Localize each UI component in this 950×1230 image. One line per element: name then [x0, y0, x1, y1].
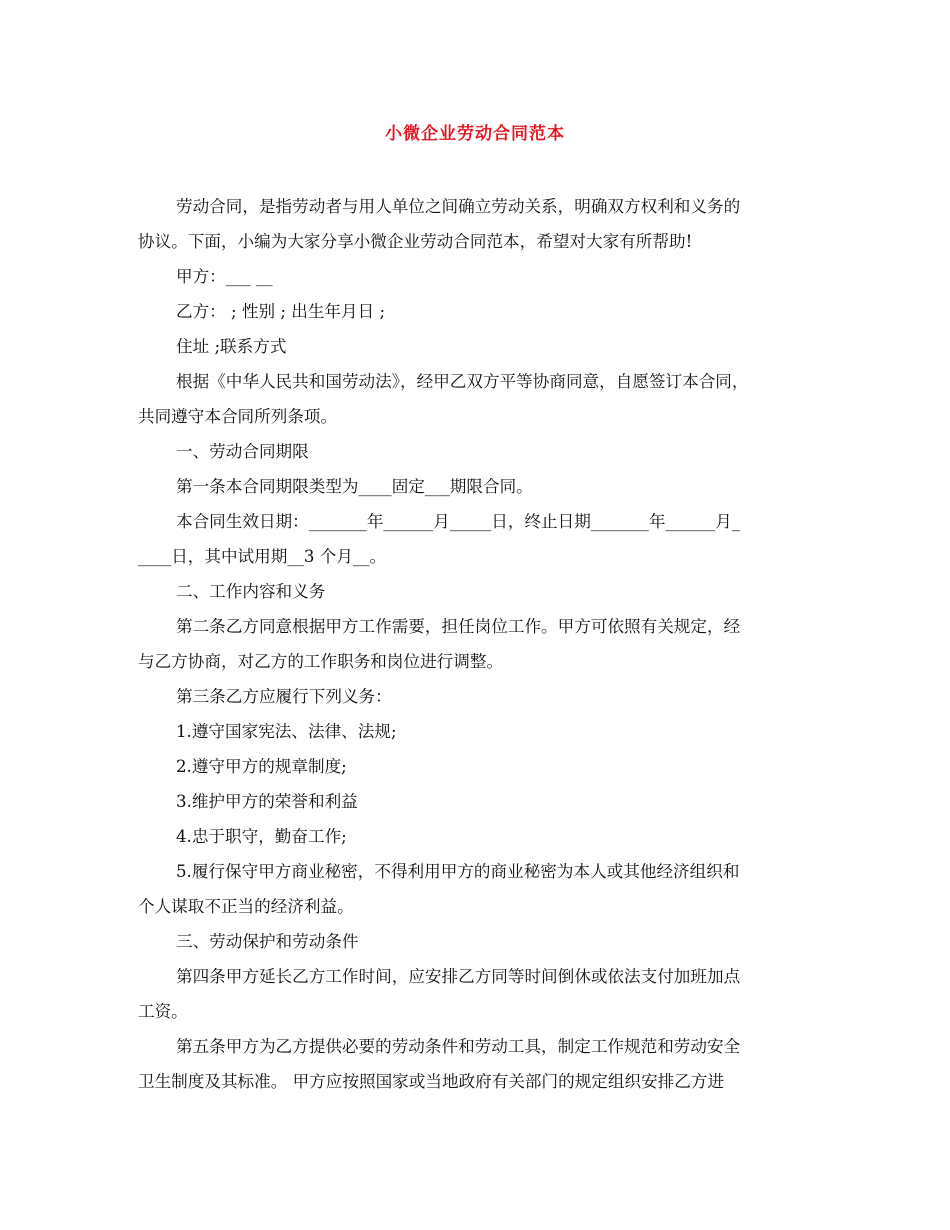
text-line: 三、劳动保护和劳动条件: [176, 932, 359, 951]
text-line: 4.忠于职守，勤奋工作;: [176, 827, 347, 846]
text-line: 协议。下面，小编为大家分享小微企业劳动合同范本，希望对大家有所帮助!: [138, 232, 693, 251]
text-line: 2.遵守甲方的规章制度;: [176, 757, 347, 776]
text-line: ____日，其中试用期__3 个月__。: [138, 547, 387, 566]
text-line: 与乙方协商，对乙方的工作职务和岗位进行调整。: [138, 652, 504, 671]
text-line: 第三条乙方应履行下列义务：: [176, 687, 392, 706]
document-body: [138, 189, 818, 1099]
text-line: 第四条甲方延长乙方工作时间，应安排乙方同等时间倒休或依法支付加班加点: [176, 967, 741, 986]
text-line: 个人谋取不正当的经济利益。: [138, 897, 354, 916]
text-line: 第一条本合同期限类型为____固定___期限合同。: [176, 477, 533, 496]
text-line: 5.履行保守甲方商业秘密，不得利用甲方的商业秘密为本人或其他经济组织和: [176, 862, 740, 881]
text-line: 1.遵守国家宪法、法律、法规;: [176, 722, 397, 741]
text-line: 根据《中华人民共和国劳动法》，经甲乙双方平等协商同意，自愿签订本合同，: [176, 372, 749, 391]
text-line: 二、工作内容和义务: [176, 582, 326, 601]
document-title: 小微企业劳动合同范本: [385, 124, 565, 144]
text-line: 工资。: [138, 1002, 188, 1021]
text-line: 卫生制度及其标准。 甲方应按照国家或当地政府有关部门的规定组织安排乙方进: [138, 1072, 725, 1091]
text-line: 第五条甲方为乙方提供必要的劳动条件和劳动工具，制定工作规范和劳动安全: [176, 1037, 741, 1056]
text-line: 共同遵守本合同所列条项。: [138, 407, 338, 426]
text-line: 本合同生效日期：_______年______月_____日，终止日期_______年______月_: [176, 512, 741, 531]
text-line: 乙方： ; 性别 ; 出生年月日 ;: [176, 302, 386, 321]
text-line: 劳动合同，是指劳动者与用人单位之间确立劳动关系，明确双方权利和义务的: [176, 197, 741, 216]
text-line: 住址 ;联系方式: [176, 337, 287, 356]
text-line: 甲方：___ __: [176, 267, 273, 286]
text-line: 一、劳动合同期限: [176, 442, 309, 461]
text-line: 第二条乙方同意根据甲方工作需要，担任岗位工作。甲方可依照有关规定，经: [176, 617, 741, 636]
text-line: 3.维护甲方的荣誉和利益: [176, 792, 358, 811]
